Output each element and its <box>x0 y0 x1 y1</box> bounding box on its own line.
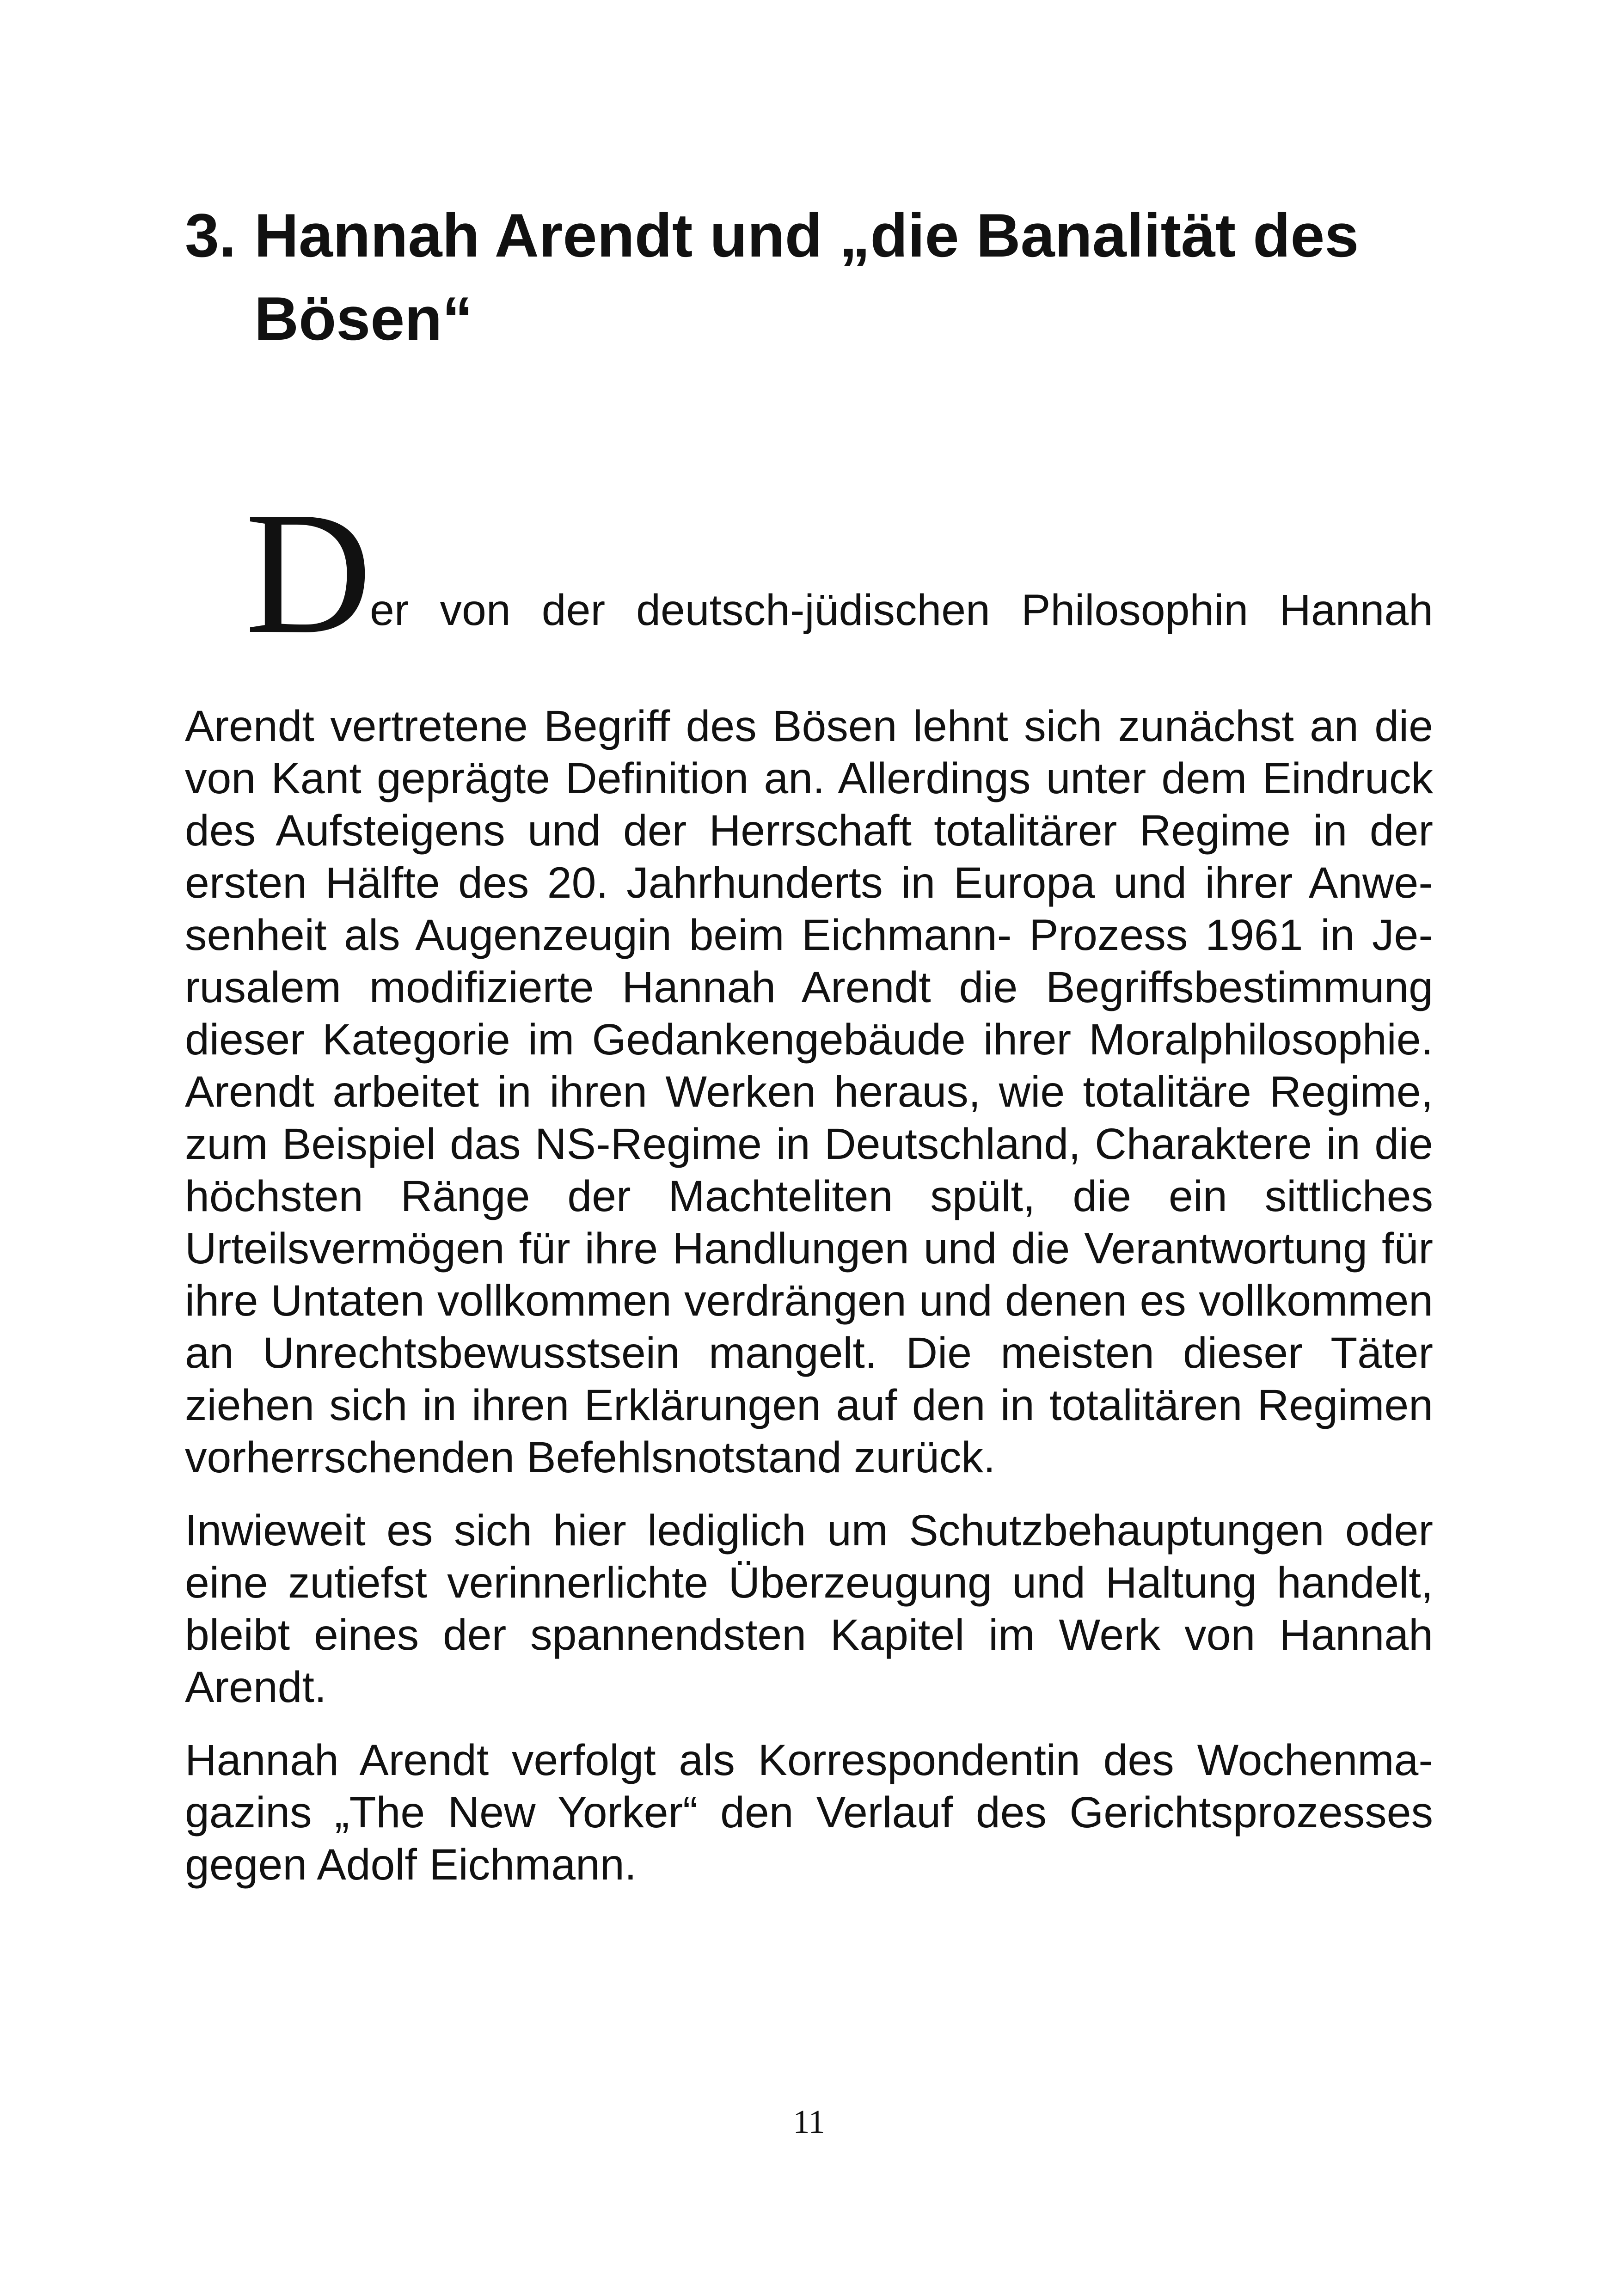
chapter-heading <box>185 194 1479 361</box>
body-text <box>185 700 1433 1912</box>
paragraph: Inwieweit es sich hier lediglich um Schutzbehauptungen oder eine zutiefst verinnerlichte Überzeugung und Haltung handelt, bleibt eines der spannendsten Kapitel im Werk von Hannah Arendt. <box>185 1506 1433 1712</box>
page-number: 11 <box>793 2103 825 2140</box>
chapter-number: 3. <box>185 202 236 270</box>
chapter-title-line-2: Bösen“ <box>254 285 473 353</box>
paragraph: Arendt vertretene Begriff des Bösen lehnt sich zunächst an die von Kant geprägte Definition an. Allerdings unter dem Eindruck des Aufsteigens und der Herrschaft totalitärer Regime in der ersten Hälfte des 20. Jahrhunderts in Europa und ihrer Anwesenheit als Augenzeugin beim Eichmann- Prozess 1961 in Jerusalem modifizierte Hannah Arendt die Begriffsbestimmung dieser Kategorie im Gedankengebäude ihrer Moralphilosophie. Arendt arbeitet in ihren Werken heraus, wie totalitäre Regime, zum Beispiel das NS-Regime in Deutschland, Charaktere in die höchsten Ränge der Machteliten spült, die ein sittliches Urteilsvermögen für ihre Handlungen und die Verantwortung für ihre Untaten vollkommen verdrängen und denen es vollkommen an Unrechtsbewusstsein mangelt. Die meisten dieser Täter ziehen sich in ihren Erklärungen auf den in totalitären Regimen vorherrschenden Befehlsnotstand zurück. <box>185 702 1433 1482</box>
first-line-text: er von der deutsch-jüdischen Philosophin Hannah <box>370 586 1433 635</box>
paragraph: Hannah Arendt verfolgt als Korrespondentin des Wochenmagazins „The New Yorker“ den Verlauf des Gerichtsprozesses gegen Adolf Eichmann. <box>185 1736 1433 1889</box>
chapter-title-line-1: Hannah Arendt und „die Banalität des <box>254 202 1359 270</box>
drop-cap: D <box>245 476 372 670</box>
